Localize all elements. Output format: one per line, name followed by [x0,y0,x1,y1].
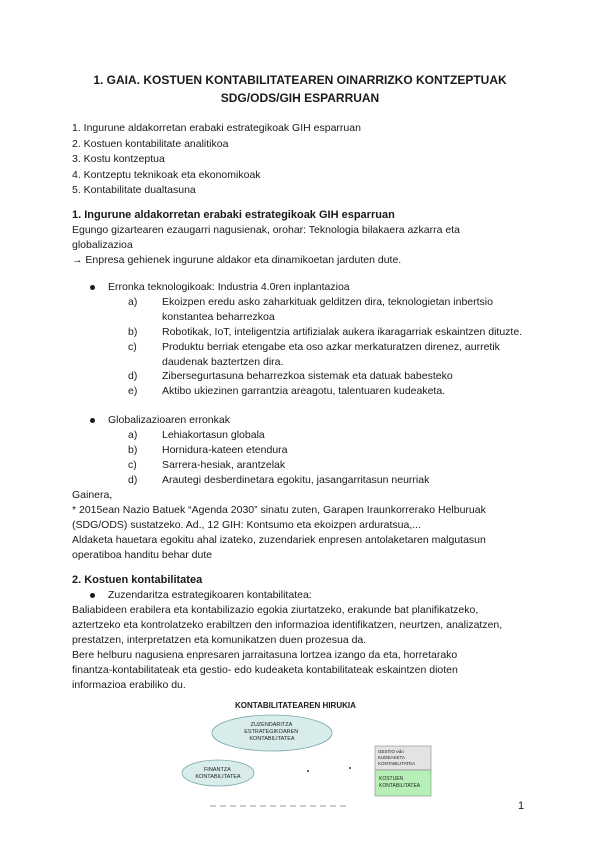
bullet-strategic-accounting [90,589,312,601]
toc-item: 4. Kontzeptu teknikoak eta ekonomikoak [72,168,261,181]
bullet-globalization [90,414,230,426]
diagram-dot [349,767,351,769]
diagram-dot [307,770,309,772]
section-1-heading: 1. Ingurune aldakorretan erabaki estrategikoak GIH esparruan [72,209,395,221]
bullet-label: Globalizazioaren erronkak [108,414,230,426]
section-1-gainera: Gainera, * 2015ean Nazio Batuek “Agenda 2030” sinatu zuten, Garapen Iraunkorrerako Helburuak (SDG/ODS) sustatzeko. Ad., 12 GIH: Kontsumo eta ekoizpen arduratsua,... Aldaketa hauetara egokitu ahal izateko, zuzendariek enpresen antolaketaren malgutasun operatiboa handitu behar dute [72,489,486,561]
ellipse-strategic-label: ZUZENDARITZA ESTRATEGIKOAREN KONTABILITATEA [244,722,299,742]
toc-item: 2. Kostuen kontabilitate analitikoa [72,137,229,150]
page-title [60,71,540,107]
toc-item: 5. Kontabilitate dualtasuna [72,184,196,196]
box-cost-label: KOSTUEN KONTABILITATEA [379,776,421,789]
accounting-triangle-diagram [180,700,450,810]
intro-line: → Enpresa gehienek ingurune aldakor eta dinamikoetan jarduten dute. [72,254,402,266]
section-1-intro [72,223,532,268]
table-of-contents [72,121,361,199]
bullet-label: Erronka teknologikoak: Industria 4.0ren inplantazioa [108,281,350,293]
ellipse-financial-label: FINANTZA KONTABILITATEA [195,767,241,780]
bullet-tech-challenges [90,281,350,293]
intro-line: globalizazioa [72,239,133,251]
document-page: 1. GAIA. KOSTUEN KONTABILITATEAREN OINARRIZKO KONTZEPTUAK SDG/ODS/GIH ESPARRUAN 1. Ingurune aldakorretan erabaki estrategikoak GIH esparruan 2. Kostuen kontabilitate analitikoa 3. Kostu kontzeptua 4. Kontzeptu teknikoak eta ekonomikoak 5. Kontabilitate dualtasuna 1. Ingurune aldakorretan erabaki estrategikoak GIH esparruan Egungo gizartearen ezaugarri nagusienak, orohar: Teknologia bilakaera azkarra eta globalizazioa → Enpresa gehienek ingurune aldakor eta dinamikoetan jarduten dute. Erronka teknologikoak: Industria 4.0ren inplantazioa a) Ekoizpen eredu asko zaharkituak gelditzen dira, teknologietan inbertsio konstantea beharrezkoa b) Robotikak, IoT, inteligentzia artifizialak aukera ikaragarriak eskaintzen dituzte. c) Produktu berriak etengabe eta oso azkar merkaturatzen direnez, aurretik daudenak baztertzen dira. d) Zibersegurtasuna beharrezkoa sistemak eta datuak babesteko e) Aktibo ukiezinen garrantzia areagotu, talentuaren kudeaketa. Globalizazioaren erronkak a) Lehiakortasun globala b) Hornidura-kateen etendura c) Sarrera-hesiak, arantzelak d) Arautegi desberdinetara egokitu, jasangarritasun neurriak Gainera, * 2015ean Nazio Batuek “Agenda 2030” sinatu zuten, Garapen Iraunkorrerako Helburuak (SDG/ODS) sustatzeko. Ad., 12 GIH: Kontsumo eta ekoizpen arduratsua,... Aldaketa hauetara egokitu ahal izateko, zuzendariek enpresen antolaketaren malgutasun operatiboa handitu behar dute 2. Kostuen kontabilitatea Zuzendaritza estrategikoaren kontabilitatea: Baliabideen erabilera eta kontabilizazio egokia ziurtatzeko, erakunde bat planifikatzeko, aztertzeko eta kontrolatzeko erabiltzen den informazioa identifikatzen, neurtzen, analizatzen, prestatzen, interpretatzen eta komunikatzen duen prozesua da. Bere helburu nagusiena enpresaren jarraitasuna lortzea izango da eta, horretarako finantza-kontabilitateak eta gestio- edo kudeaketa kontabilitateak eskaintzen dioten informazioa erabiliko du. KONTABILITATEAREN HIRUKIA ZUZENDARITZA ESTRATEGIKOAREN KONTABILITATEA FINANTZA KONTABILITATEA GESTIO edo KUDEAKETA KONTABILITATEA KOSTUEN KONTABILITATEA 1 [0,0,600,848]
bullet-label: Zuzendaritza estrategikoaren kontabilitatea: [108,589,312,601]
title-line-2: SDG/ODS/GIH ESPARRUAN [220,91,380,105]
section-2-paragraph: Baliabideen erabilera eta kontabilizazio egokia ziurtatzeko, erakunde bat planifikatzeko, aztertzeko eta kontrolatzeko erabiltzen den informazioa identifikatzen, neurtzen, analizatzen, prestatzen, interpretatzen eta komunikatzen duen prozesua da. Bere helburu nagusiena enpresaren jarraitasuna lortzea izango da eta, horretarako finantza-kontabilitateak eta gestio- edo kudeaketa kontabilitateak eskaintzen dioten informazioa erabiliko du. [72,604,503,691]
toc-item: 1. Ingurune aldakorretan erabaki estrategikoak GIH esparruan [72,122,361,134]
title-line-1: 1. GAIA. KOSTUEN KONTABILITATEAREN OINARRIZKO KONTZEPTUAK [93,73,507,87]
box-management-label: GESTIO edo KUDEAKETA KONTABILITATEA [378,749,416,766]
diagram-title: KONTABILITATEAREN HIRUKIA [235,701,356,710]
page-number: 1 [518,800,525,812]
section-2-heading: 2. Kostuen kontabilitatea [72,574,203,586]
ellipse-financial [182,760,254,786]
intro-line: Egungo gizartearen ezaugarri nagusienak, orohar: Teknologia bilakaera azkarra eta [72,224,460,236]
toc-item: 3. Kostu kontzeptua [72,153,165,165]
